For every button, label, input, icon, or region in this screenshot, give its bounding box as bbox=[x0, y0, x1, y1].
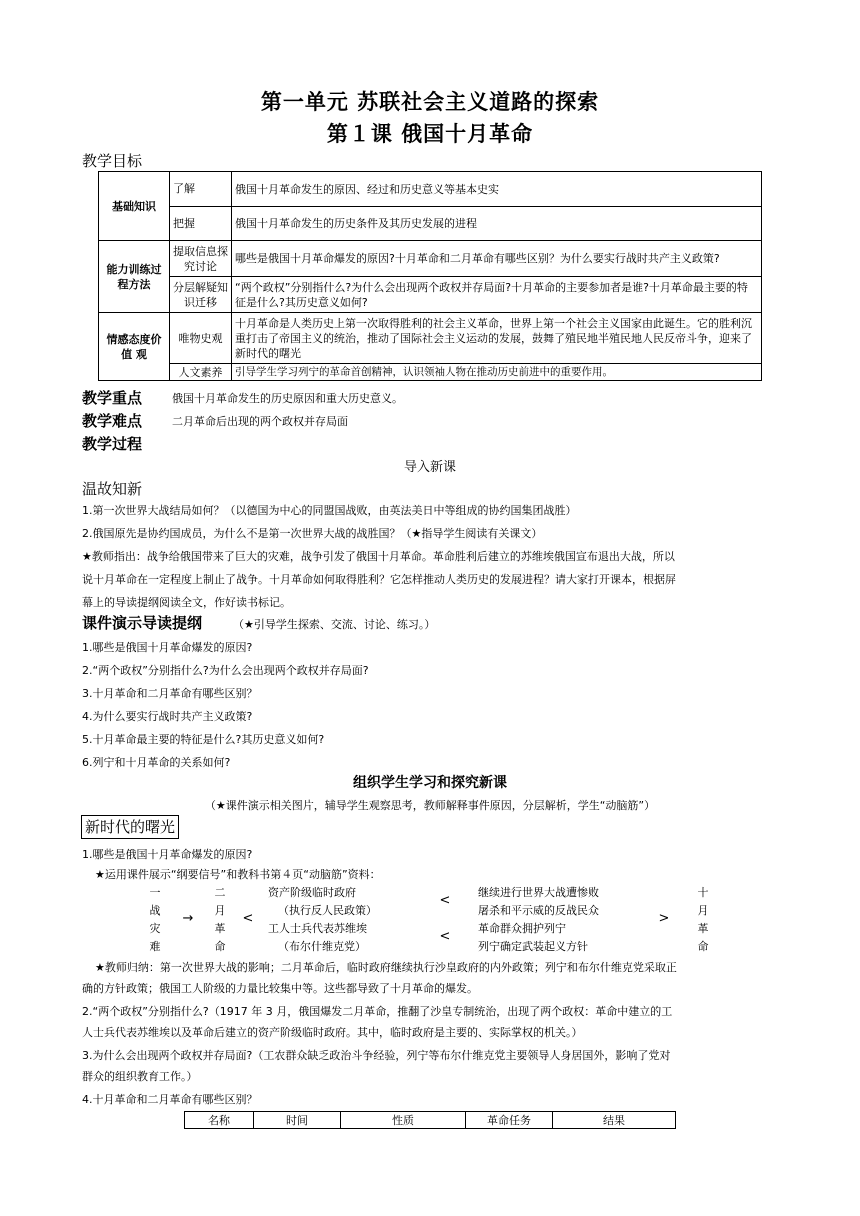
grasp-label: 把握 bbox=[170, 207, 232, 241]
study-q3-line-1: 3.为什么会出现两个政权并存局面?（工农群众缺乏政治斗争经验，列宁等布尔什维克党主要领导人身居国外，影响了党对 bbox=[82, 1049, 671, 1062]
less-than-3: < bbox=[439, 929, 451, 944]
goals-heading: 教学目标 bbox=[82, 152, 143, 170]
greater-than: > bbox=[658, 911, 670, 926]
diagram-col-powers: 资产阶级临时政府 （执行反人民政策） 工人士兵代表苏维埃 （布尔什维克党） bbox=[268, 886, 377, 953]
diagram-col-october: 十 月 革 命 bbox=[697, 886, 709, 953]
col-header-result: 结果 bbox=[553, 1112, 676, 1129]
ability-sub2: 分层解疑知识迁移 bbox=[170, 277, 232, 313]
study-q1-note: ★运用课件展示“纲要信号”和教科书第４页“动脑筋”资料： bbox=[95, 868, 381, 881]
intro-heading: 导入新课 bbox=[403, 460, 456, 475]
emotion-text1: 十月革命是人类历史上第一次取得胜利的社会主义革命，世界上第一个社会主义国家由此诞生。它的胜利沉重打击了帝国主义的统治，推动了国际社会主义运动的发展，鼓舞了殖民地半殖民地人民反帝斗争，迎来了新时代的曙光 bbox=[232, 313, 762, 364]
key-point-text: 俄国十月革命发生的历史原因和重大历史意义。 bbox=[172, 392, 403, 405]
study-q3-line-2: 群众的组织教育工作。） bbox=[82, 1070, 198, 1083]
difficulty-label: 教学难点 bbox=[82, 412, 143, 430]
study-note: （★课件演示相关图片，辅导学生观察思考，教师解释事件原因，分层解析，学生“动脑筋”） bbox=[204, 799, 656, 812]
teacher-line-3: 幕上的导读提纲阅读全文，作好读书标记。 bbox=[82, 596, 291, 609]
basic-knowledge-label: 基础知识 bbox=[99, 172, 170, 241]
study-q2-line-1: 2.“两个政权”分别指什么?（1917 年 3 月，俄国爆发二月革命，推翻了沙皇专制统治，出现了两个政权：革命中建立的工 bbox=[82, 1005, 673, 1018]
revolution-compare-table bbox=[184, 1111, 676, 1129]
section-box: 新时代的曙光 bbox=[81, 815, 179, 839]
grasp-text: 俄国十月革命发生的历史条件及其历史发展的进程 bbox=[232, 207, 762, 241]
less-than-1: < bbox=[242, 911, 254, 926]
outline-item-6: 6.列宁和十月革命的关系如何? bbox=[82, 756, 231, 769]
outline-item-2: 2.“两个政权”分别指什么?为什么会出现两个政权并存局面? bbox=[82, 664, 369, 677]
difficulty-text: 二月革命后出现的两个政权并存局面 bbox=[172, 415, 348, 428]
study-q2-line-2: 人士兵代表苏维埃以及革命后建立的资产阶级临时政府。其中，临时政府是主要的、实际掌权的机关。） bbox=[82, 1026, 583, 1039]
study-q1: 1.哪些是俄国十月革命爆发的原因? bbox=[82, 848, 253, 861]
review-heading: 温故知新 bbox=[82, 480, 143, 498]
teacher-line-1: ★教师指出：战争给俄国带来了巨大的灾难，战争引发了俄国十月革命。革命胜利后建立的苏维埃俄国宣布退出大战，所以 bbox=[82, 550, 675, 563]
know-label: 了解 bbox=[170, 172, 232, 207]
arrow-icon: → bbox=[182, 911, 194, 926]
process-label: 教学过程 bbox=[82, 435, 143, 453]
key-point-label: 教学重点 bbox=[82, 389, 143, 407]
outline-item-5: 5.十月革命最主要的特征是什么?其历史意义如何? bbox=[82, 733, 325, 746]
emotion-sub1: 唯物史观 bbox=[170, 313, 232, 364]
study-heading: 组织学生学习和探究新课 bbox=[353, 775, 507, 791]
emotion-text2: 引导学生学习列宁的革命首创精神，认识领袖人物在推动历史前进中的重要作用。 bbox=[232, 364, 762, 381]
teacher-line-2: 说十月革命在一定程度上制止了战争。十月革命如何取得胜利？它怎样推动人类历史的发展进程？请大家打开课本，根据屏 bbox=[82, 573, 676, 586]
lesson-title: 第１课 俄国十月革命 bbox=[326, 122, 534, 146]
diagram-col-war: 一 战 灾 难 bbox=[149, 886, 161, 953]
diagram-col-events: 继续进行世界大战遭惨败 屠杀和平示威的反战民众 革命群众拥护列宁 列宁确定武装起义方针 bbox=[478, 886, 599, 953]
diagram-col-february: 二 月 革 命 bbox=[214, 886, 226, 953]
outline-item-1: 1.哪些是俄国十月革命爆发的原因? bbox=[82, 641, 253, 654]
goals-table bbox=[98, 171, 762, 381]
outline-heading-note: （★引导学生探索、交流、讨论、练习。） bbox=[233, 618, 436, 631]
ability-text2: “两个政权”分别指什么?为什么会出现两个政权并存局面?十月革命的主要参加者是谁?十月革命最主要的特征是什么?其历史意义如何? bbox=[232, 277, 762, 313]
col-header-nature: 性质 bbox=[341, 1112, 466, 1129]
emotion-label: 情感态度价值 观 bbox=[99, 313, 170, 381]
less-than-2: < bbox=[439, 893, 451, 908]
outline-heading: 课件演示导读提纲 bbox=[82, 614, 203, 632]
col-header-task: 革命任务 bbox=[466, 1112, 553, 1129]
summary-line-1: ★教师归纳：第一次世界大战的影响；二月革命后，临时政府继续执行沙皇政府的内外政策；列宁和布尔什维克党采取正 bbox=[95, 961, 677, 974]
review-q2: 2.俄国原先是协约国成员，为什么不是第一次世界大战的战胜国？（★指导学生阅读有关课文） bbox=[82, 527, 543, 540]
know-text: 俄国十月革命发生的原因、经过和历史意义等基本史实 bbox=[232, 172, 762, 207]
unit-title: 第一单元 苏联社会主义道路的探索 bbox=[260, 90, 600, 114]
col-header-time: 时间 bbox=[254, 1112, 341, 1129]
ability-sub1: 提取信息探究讨论 bbox=[170, 241, 232, 277]
review-q1: 1.第一次世界大战结局如何？（以德国为中心的同盟国战败，由英法美日中等组成的协约国集团战胜） bbox=[82, 504, 577, 517]
summary-line-2: 确的方针政策；俄国工人阶级的力量比较集中等。这些都导致了十月革命的爆发。 bbox=[82, 982, 478, 995]
ability-text1: 哪些是俄国十月革命爆发的原因?十月革命和二月革命有哪些区别？为什么要实行战时共产主义政策? bbox=[232, 241, 762, 277]
ability-label: 能力训练过程方法 bbox=[99, 241, 170, 313]
study-q4: 4.十月革命和二月革命有哪些区别？ bbox=[82, 1093, 258, 1106]
emotion-sub2: 人文素养 bbox=[170, 364, 232, 381]
col-header-name: 名称 bbox=[185, 1112, 254, 1129]
outline-item-4: 4.为什么要实行战时共产主义政策? bbox=[82, 710, 253, 723]
outline-item-3: 3.十月革命和二月革命有哪些区别？ bbox=[82, 687, 258, 700]
